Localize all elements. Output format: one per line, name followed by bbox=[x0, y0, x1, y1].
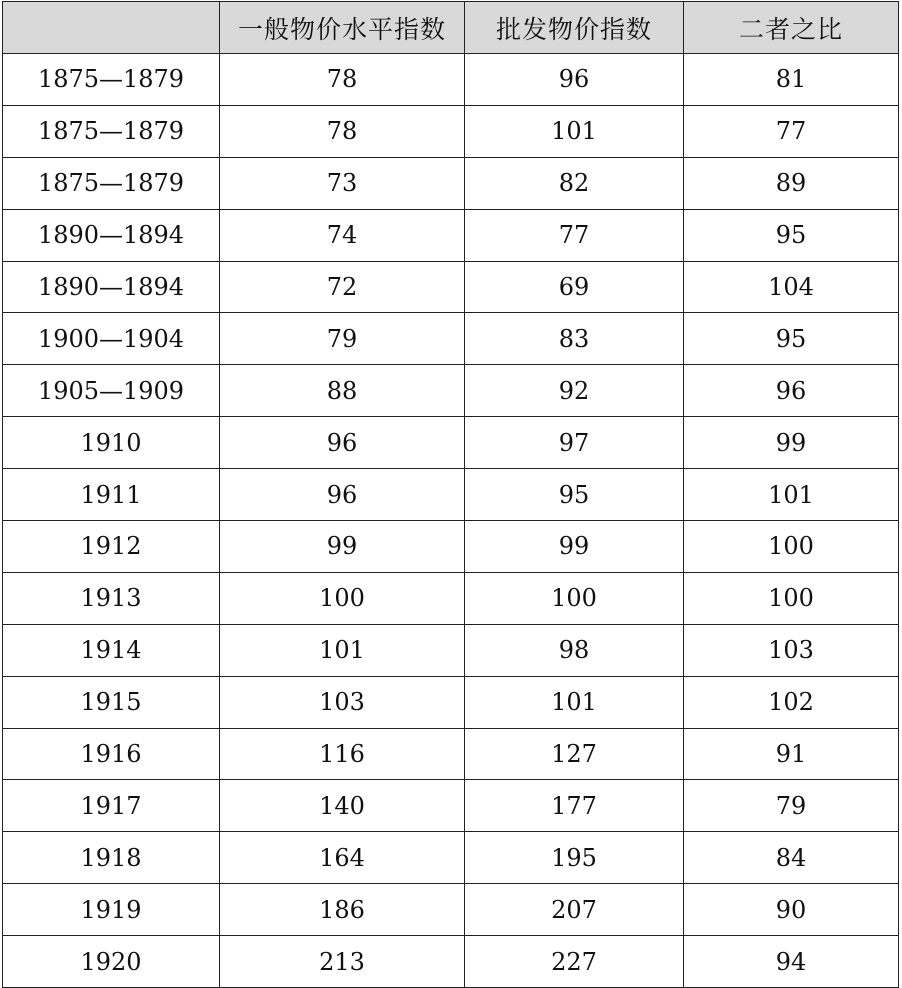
ratio-cell: 84 bbox=[684, 832, 899, 884]
ratio-cell: 100 bbox=[684, 521, 899, 573]
header-period bbox=[3, 2, 220, 54]
header-wholesale-price-index: 批发物价指数 bbox=[465, 2, 684, 54]
general-price-index-cell: 78 bbox=[220, 54, 465, 106]
wholesale-price-index-cell: 177 bbox=[465, 780, 684, 832]
ratio-cell: 99 bbox=[684, 417, 899, 469]
table-row bbox=[3, 624, 899, 676]
table-row bbox=[3, 728, 899, 780]
table-row bbox=[3, 572, 899, 624]
ratio-cell: 104 bbox=[684, 261, 899, 313]
price-index-table bbox=[2, 1, 899, 988]
period-cell: 1890—1894 bbox=[3, 261, 220, 313]
ratio-cell: 103 bbox=[684, 624, 899, 676]
table-row bbox=[3, 469, 899, 521]
wholesale-price-index-cell: 101 bbox=[465, 105, 684, 157]
ratio-cell: 89 bbox=[684, 157, 899, 209]
ratio-cell: 91 bbox=[684, 728, 899, 780]
general-price-index-cell: 213 bbox=[220, 936, 465, 988]
header-row bbox=[3, 2, 899, 54]
table-row bbox=[3, 157, 899, 209]
general-price-index-cell: 116 bbox=[220, 728, 465, 780]
wholesale-price-index-cell: 101 bbox=[465, 676, 684, 728]
ratio-cell: 79 bbox=[684, 780, 899, 832]
general-price-index-cell: 103 bbox=[220, 676, 465, 728]
table-header bbox=[3, 2, 899, 54]
period-cell: 1890—1894 bbox=[3, 209, 220, 261]
ratio-cell: 101 bbox=[684, 469, 899, 521]
header-ratio: 二者之比 bbox=[684, 2, 899, 54]
wholesale-price-index-cell: 92 bbox=[465, 365, 684, 417]
period-cell: 1913 bbox=[3, 572, 220, 624]
period-cell: 1919 bbox=[3, 884, 220, 936]
table-row bbox=[3, 105, 899, 157]
period-cell: 1918 bbox=[3, 832, 220, 884]
wholesale-price-index-cell: 77 bbox=[465, 209, 684, 261]
table-row bbox=[3, 936, 899, 988]
wholesale-price-index-cell: 69 bbox=[465, 261, 684, 313]
ratio-cell: 95 bbox=[684, 313, 899, 365]
ratio-cell: 95 bbox=[684, 209, 899, 261]
ratio-cell: 96 bbox=[684, 365, 899, 417]
general-price-index-cell: 164 bbox=[220, 832, 465, 884]
period-cell: 1917 bbox=[3, 780, 220, 832]
table-row bbox=[3, 54, 899, 106]
table-row bbox=[3, 313, 899, 365]
period-cell: 1912 bbox=[3, 521, 220, 573]
table-row bbox=[3, 780, 899, 832]
general-price-index-cell: 100 bbox=[220, 572, 465, 624]
ratio-cell: 81 bbox=[684, 54, 899, 106]
wholesale-price-index-cell: 127 bbox=[465, 728, 684, 780]
general-price-index-cell: 96 bbox=[220, 417, 465, 469]
header-general-price-index: 一般物价水平指数 bbox=[220, 2, 465, 54]
period-cell: 1905—1909 bbox=[3, 365, 220, 417]
general-price-index-cell: 186 bbox=[220, 884, 465, 936]
wholesale-price-index-cell: 95 bbox=[465, 469, 684, 521]
period-cell: 1875—1879 bbox=[3, 105, 220, 157]
general-price-index-cell: 140 bbox=[220, 780, 465, 832]
general-price-index-cell: 78 bbox=[220, 105, 465, 157]
table-row bbox=[3, 417, 899, 469]
general-price-index-cell: 88 bbox=[220, 365, 465, 417]
general-price-index-cell: 74 bbox=[220, 209, 465, 261]
table-row bbox=[3, 832, 899, 884]
ratio-cell: 90 bbox=[684, 884, 899, 936]
table-row bbox=[3, 209, 899, 261]
ratio-cell: 100 bbox=[684, 572, 899, 624]
period-cell: 1916 bbox=[3, 728, 220, 780]
period-cell: 1920 bbox=[3, 936, 220, 988]
general-price-index-cell: 96 bbox=[220, 469, 465, 521]
general-price-index-cell: 99 bbox=[220, 521, 465, 573]
wholesale-price-index-cell: 82 bbox=[465, 157, 684, 209]
wholesale-price-index-cell: 98 bbox=[465, 624, 684, 676]
period-cell: 1914 bbox=[3, 624, 220, 676]
period-cell: 1900—1904 bbox=[3, 313, 220, 365]
wholesale-price-index-cell: 207 bbox=[465, 884, 684, 936]
wholesale-price-index-cell: 96 bbox=[465, 54, 684, 106]
period-cell: 1875—1879 bbox=[3, 54, 220, 106]
period-cell: 1911 bbox=[3, 469, 220, 521]
wholesale-price-index-cell: 195 bbox=[465, 832, 684, 884]
period-cell: 1915 bbox=[3, 676, 220, 728]
table-body bbox=[3, 54, 899, 988]
ratio-cell: 94 bbox=[684, 936, 899, 988]
wholesale-price-index-cell: 99 bbox=[465, 521, 684, 573]
wholesale-price-index-cell: 83 bbox=[465, 313, 684, 365]
wholesale-price-index-cell: 227 bbox=[465, 936, 684, 988]
general-price-index-cell: 101 bbox=[220, 624, 465, 676]
table-row bbox=[3, 676, 899, 728]
wholesale-price-index-cell: 97 bbox=[465, 417, 684, 469]
ratio-cell: 102 bbox=[684, 676, 899, 728]
general-price-index-cell: 73 bbox=[220, 157, 465, 209]
table-row bbox=[3, 521, 899, 573]
wholesale-price-index-cell: 100 bbox=[465, 572, 684, 624]
ratio-cell: 77 bbox=[684, 105, 899, 157]
general-price-index-cell: 79 bbox=[220, 313, 465, 365]
table-row bbox=[3, 261, 899, 313]
table-row bbox=[3, 365, 899, 417]
general-price-index-cell: 72 bbox=[220, 261, 465, 313]
period-cell: 1910 bbox=[3, 417, 220, 469]
table-row bbox=[3, 884, 899, 936]
period-cell: 1875—1879 bbox=[3, 157, 220, 209]
